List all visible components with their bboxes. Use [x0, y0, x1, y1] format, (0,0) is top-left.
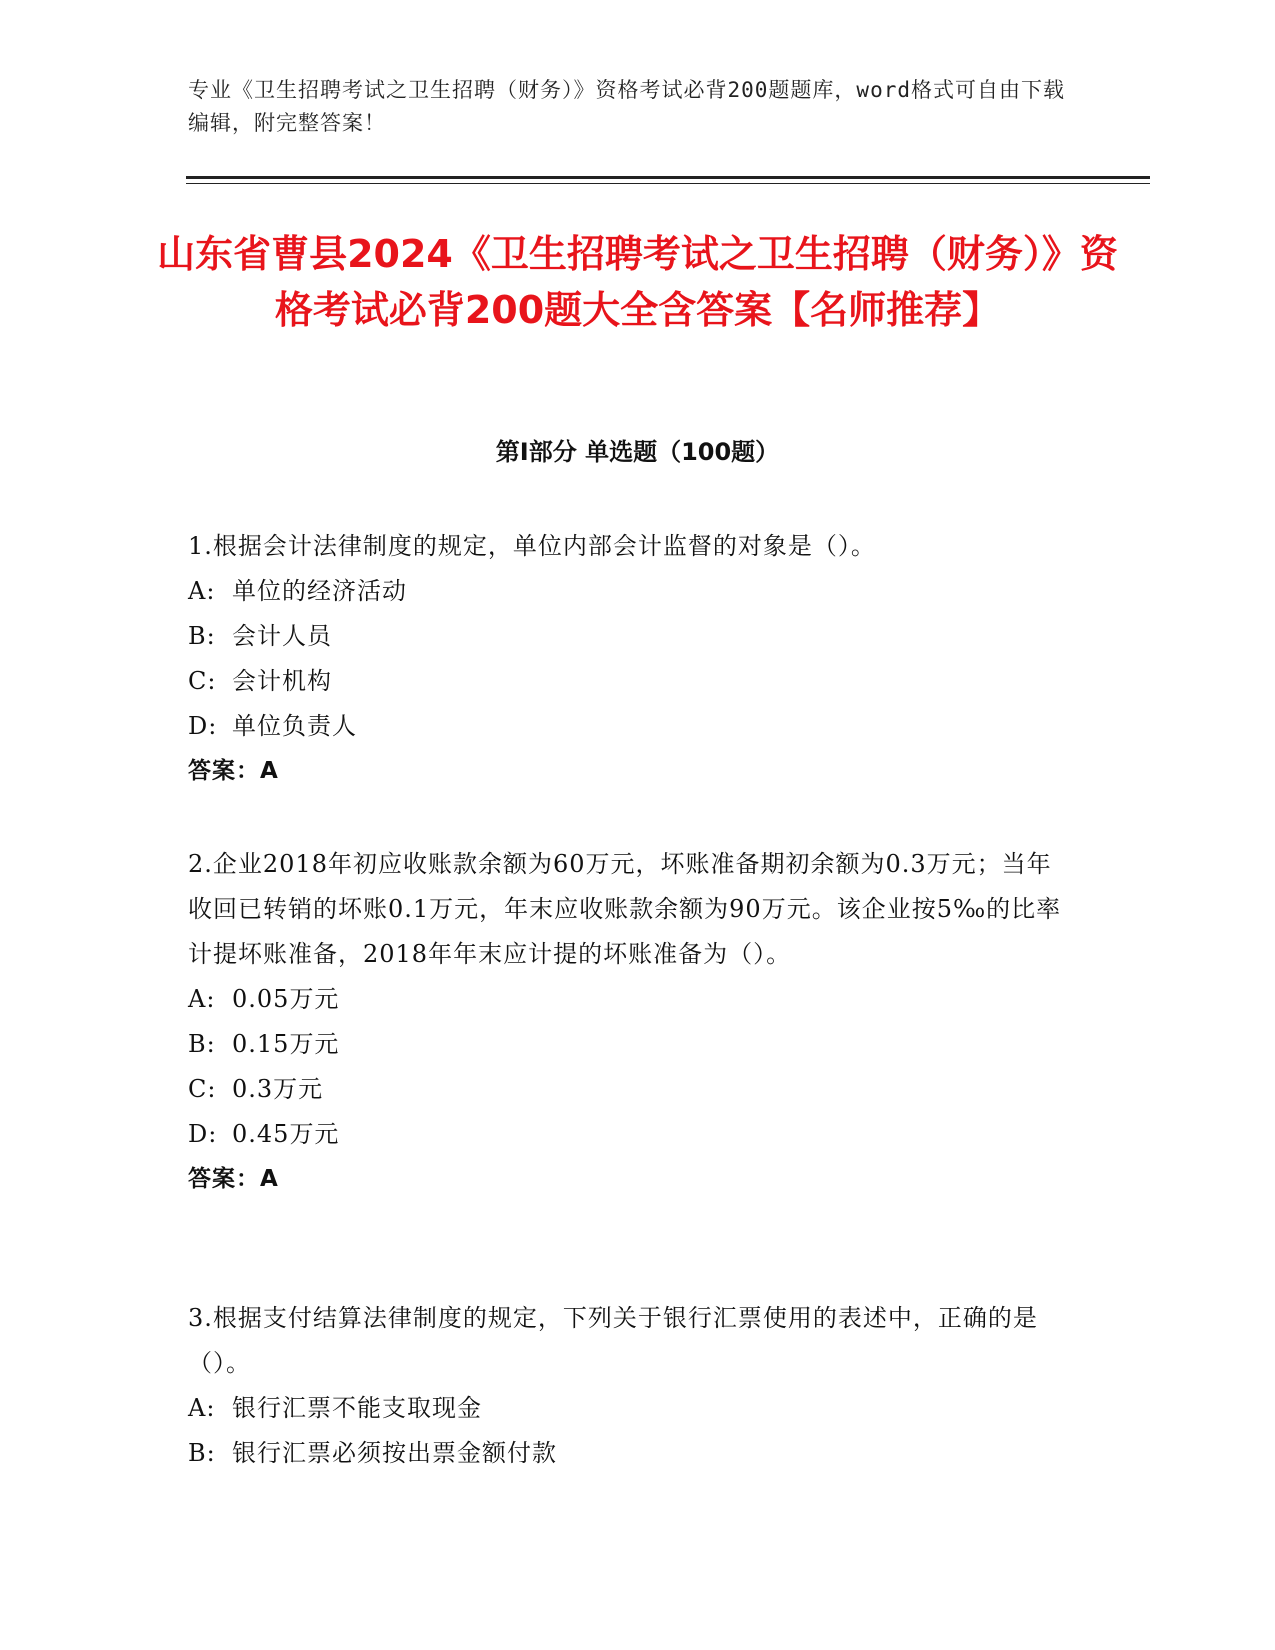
option-letter: D:	[188, 712, 218, 740]
header-divider-thick	[186, 176, 1150, 179]
question-stem: 1.根据会计法律制度的规定，单位内部会计监督的对象是（）。	[188, 532, 876, 560]
header-note: 专业《卫生招聘考试之卫生招聘（财务）》资格考试必背200题题库，word格式可自由下载编辑，附完整答案！	[188, 78, 1065, 135]
option-letter: B:	[188, 1030, 216, 1058]
section-heading: 第Ⅰ部分 单选题（100题）	[495, 438, 780, 466]
option-text: 银行汇票不能支取现金	[232, 1394, 482, 1422]
option-text: 银行汇票必须按出票金额付款	[232, 1439, 557, 1467]
question-2	[188, 842, 1068, 1202]
option-text: 单位的经济活动	[232, 577, 407, 605]
option-c	[188, 1067, 1068, 1112]
question-answer: 答案：A	[188, 758, 279, 784]
question-stem: 2.企业2018年初应收账款余额为60万元，坏账准备期初余额为0.3万元；当年收回已转销的坏账0.1万元，年末应收账款余额为90万元。该企业按5‰的比率计提坏账准备，2018年年末应计提的坏账准备为（）。	[188, 850, 1062, 968]
question-stem: 3.根据支付结算法律制度的规定，下列关于银行汇票使用的表述中，正确的是（）。	[188, 1304, 1038, 1377]
option-letter: B:	[188, 1439, 216, 1467]
question-answer: 答案：A	[188, 1166, 279, 1192]
option-letter: D:	[188, 1120, 218, 1148]
option-letter: B:	[188, 622, 216, 650]
option-d	[188, 1112, 1068, 1157]
option-c	[188, 659, 1068, 704]
option-b	[188, 1431, 1068, 1476]
option-text: 0.05万元	[232, 985, 340, 1013]
option-text: 会计机构	[232, 667, 332, 695]
option-d	[188, 704, 1068, 749]
option-a	[188, 569, 1068, 614]
option-b	[188, 1022, 1068, 1067]
header-divider-thin	[186, 183, 1150, 184]
document-title: 山东省曹县2024《卫生招聘考试之卫生招聘（财务）》资格考试必背200题大全含答案【名师推荐】	[157, 232, 1118, 332]
option-letter: A:	[188, 577, 216, 605]
question-3	[188, 1296, 1068, 1476]
option-text: 0.3万元	[232, 1075, 324, 1103]
option-letter: A:	[188, 985, 216, 1013]
option-letter: A:	[188, 1394, 216, 1422]
option-a	[188, 1386, 1068, 1431]
option-letter: C:	[188, 667, 217, 695]
option-text: 0.45万元	[232, 1120, 340, 1148]
option-text: 0.15万元	[232, 1030, 340, 1058]
option-a	[188, 977, 1068, 1022]
option-letter: C:	[188, 1075, 217, 1103]
question-1	[188, 524, 1068, 794]
option-text: 单位负责人	[232, 712, 357, 740]
option-b	[188, 614, 1068, 659]
option-text: 会计人员	[232, 622, 332, 650]
